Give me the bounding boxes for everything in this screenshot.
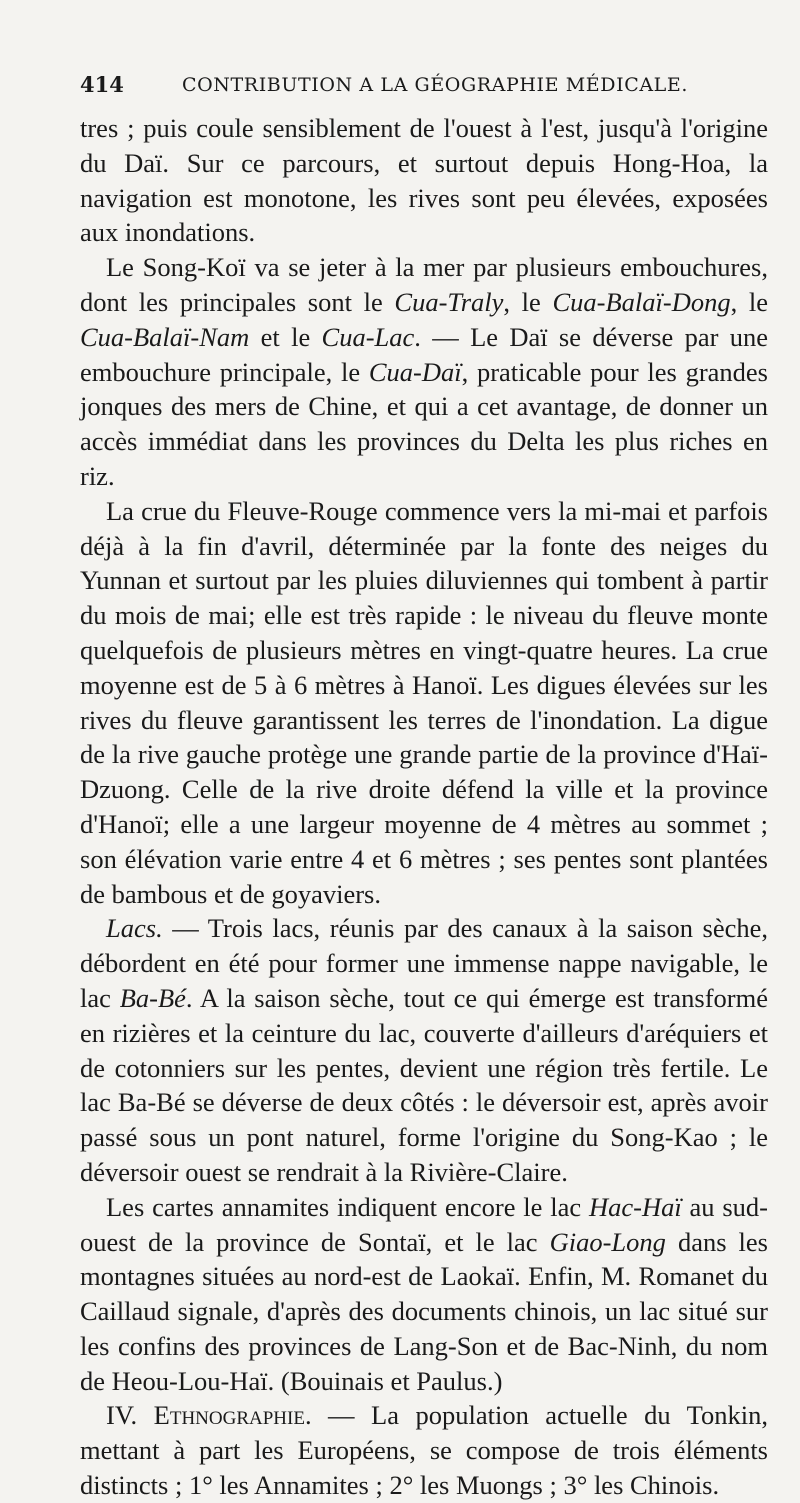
place-name: Hac-Haï [588,1191,682,1222]
section-heading: Lacs. [106,913,163,944]
place-name: Cua-Balaï-Nam [80,321,250,352]
place-name: Cua-Lac [321,321,415,352]
place-name: Cua-Balaï-Dong [552,286,731,317]
paragraph-lacs: Lacs. — Trois lacs, réunis par des canaux à la saison sèche, débordent en été pour former une immense nappe navigable, le lac Ba-Bé. A la saison sèche, tout ce qui émerge est transformé en rizières et la ceinture du lac, couverte d'ailleurs d'aréquiers et de cotonniers sur les pentes, devient une région très fertile. Le lac Ba-Bé se déverse de deux côtés : le déversoir est, après avoir passé sous un pont naturel, forme l'origine du Song-Kao ; le déversoir ouest se rendrait à la Rivière-Claire. [80,913,769,1187]
place-name: Giao-Long [549,1226,666,1257]
paragraph-crue: La crue du Fleuve-Rouge commence vers la mi-mai et parfois déjà à la fin d'avril, déterminée par la fonte des neiges du Yunnan et surtout par les pluies diluviennes qui tombent à partir du mois de mai; elle est très rapide : le niveau du fleuve monte quelquefois de plusieurs mètres en vingt-quatre heures. La crue moyenne est de 5 à 6 mètres à Hanoï. Les digues élevées sur les rives du fleuve garantissent les terres de l'inondation. La digue de la rive gauche protège une grande partie de la province d'Haï-Dzuong. Celle de la rive droite défend la ville et la province d'Hanoï; elle a une largeur moyenne de 4 mètres au sommet ; son élévation varie entre 4 et 6 mètres ; ses pentes sont plantées de bambous et de goyaviers. [80,495,768,909]
paragraph-cartes: Les cartes annamites indiquent encore le lac Hac-Haï au sud-ouest de la province de Sontaï, et le lac Giao-Long dans les montagnes situées au nord-est de Laokaï. Enfin, M. Romanet du Caillaud signale, d'après des documents chinois, un lac situé sur les confins des provinces de Lang-Son et de Bac-Ninh, du nom de Heou-Lou-Haï. (Bouinais et Paulus.) [80,1191,768,1396]
page-header [80,72,768,106]
place-name: Cua-Daï [368,356,462,387]
paragraph-embouchures: Le Song-Koï va se jeter à la mer par plusieurs embouchures, dont les principales sont le Cua-Traly, le Cua-Balaï-Dong, le Cua-Balaï-Nam et le Cua-Lac. — Le Daï se déverse par une embouchure principale, le Cua-Daï, praticable pour les grandes jonques des mers de Chine, et qui a cet avantage, de donner un accès immédiat dans les provinces du Delta les plus riches en riz. [80,252,769,491]
running-title: CONTRIBUTION A LA GÉOGRAPHIE MÉDICALE. [181,74,688,96]
paragraph-ethnographie: IV. Ethnographie. — La population actuelle du Tonkin, mettant à part les Européens, se compose de trois éléments distincts ; 1° les Annamites ; 2° les Muongs ; 3° les Chinois. [80,1400,769,1501]
section-heading: Ethnographie [153,1400,305,1431]
place-name: Cua-Traly [394,286,504,317]
page-number: 414 [80,72,124,97]
place-name: Ba-Bé [119,982,186,1013]
body-text [80,111,768,1503]
paragraph-continuation: tres ; puis coule sensiblement de l'ouest à l'est, jusqu'à l'origine du Daï. Sur ce parcours, et surtout depuis Hong-Hoa, la navigation est monotone, les rives sont peu élevées, exposées aux inondations. [80,113,768,248]
